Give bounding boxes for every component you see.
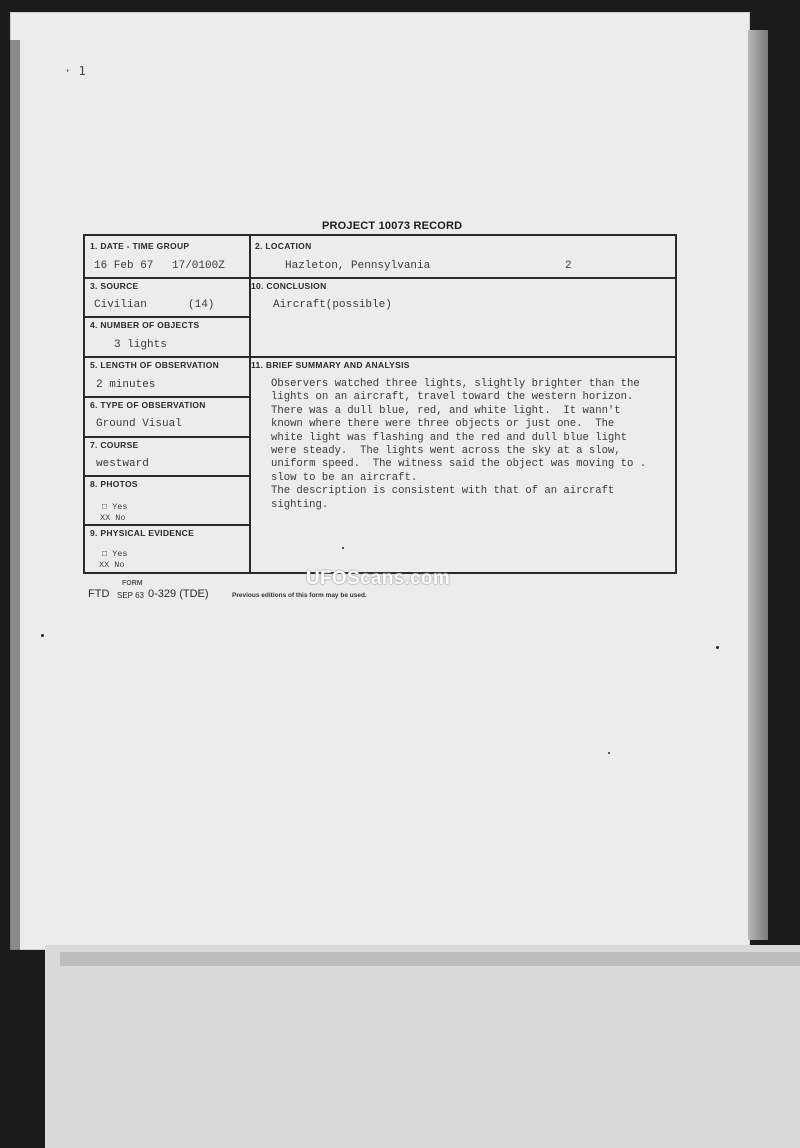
scan-speck	[41, 634, 44, 637]
conclusion-value: Aircraft(possible)	[273, 299, 392, 311]
form-word: FORM	[122, 580, 143, 587]
row-divider	[85, 277, 675, 279]
form-id: FTD	[88, 588, 110, 600]
record-form	[83, 234, 677, 574]
scan-speck	[716, 646, 719, 649]
conclusion-label: 10. CONCLUSION	[251, 281, 327, 291]
watermark-logo: UFOScans.com	[306, 568, 451, 589]
row-divider	[85, 316, 249, 318]
row-divider	[85, 356, 675, 358]
course-label: 7. COURSE	[90, 440, 139, 450]
evidence-no: XX No	[99, 560, 125, 570]
summary-label: 11. BRIEF SUMMARY AND ANALYSIS	[251, 360, 410, 370]
time-value: 17/0100Z	[172, 260, 225, 272]
form-note: Previous editions of this form may be used.	[232, 592, 367, 599]
observation-type-value: Ground Visual	[96, 418, 182, 430]
photos-no: XX No	[100, 513, 126, 523]
location-number: 2	[565, 260, 572, 272]
physical-evidence-label: 9. PHYSICAL EVIDENCE	[90, 528, 195, 538]
objects-value: 3 lights	[114, 339, 167, 351]
row-divider	[85, 475, 249, 477]
location-value: Hazleton, Pennsylvania	[285, 260, 431, 272]
row-divider	[85, 436, 249, 438]
photos-yes: □ Yes	[102, 502, 128, 512]
date-value: 16 Feb 67	[94, 260, 154, 272]
corner-mark: · 1	[64, 64, 86, 78]
scan-shadow-band	[60, 952, 800, 966]
scan-shadow-left	[10, 40, 20, 950]
observation-type-label: 6. TYPE OF OBSERVATION	[90, 400, 206, 410]
source-label: 3. SOURCE	[90, 281, 139, 291]
scan-speck	[608, 752, 610, 754]
form-title: PROJECT 10073 RECORD	[322, 220, 463, 232]
evidence-yes: □ Yes	[102, 549, 128, 559]
objects-label: 4. NUMBER OF OBJECTS	[90, 320, 200, 330]
row-divider	[85, 524, 249, 526]
date-time-label: 1. DATE - TIME GROUP	[90, 241, 190, 251]
form-number: 0-329 (TDE)	[148, 588, 209, 600]
scan-shadow-right	[748, 30, 768, 940]
row-divider	[85, 396, 249, 398]
form-date: SEP 63	[117, 591, 144, 600]
length-label: 5. LENGTH OF OBSERVATION	[90, 360, 220, 370]
photos-label: 8. PHOTOS	[90, 479, 138, 489]
length-value: 2 minutes	[96, 379, 156, 391]
scan-speck	[342, 547, 344, 549]
source-value: Civilian	[94, 299, 147, 311]
location-label: 2. LOCATION	[255, 241, 312, 251]
course-value: westward	[96, 458, 149, 470]
source-count: (14)	[188, 299, 215, 311]
summary-text: Observers watched three lights, slightly brighter than the lights on an aircraft, travel toward the western horizon. There was a dull blue, red, and white light. It wann't known where there were three objects or just one. The white light was flashing and the red and dull blue light were steady. The lights went across the sky at a slow, uniform speed. The witness said the object was moving to . slow to be an aircraft. The description is consistent with that of an aircraft sighting.	[271, 378, 647, 511]
underlying-page	[45, 945, 800, 1148]
